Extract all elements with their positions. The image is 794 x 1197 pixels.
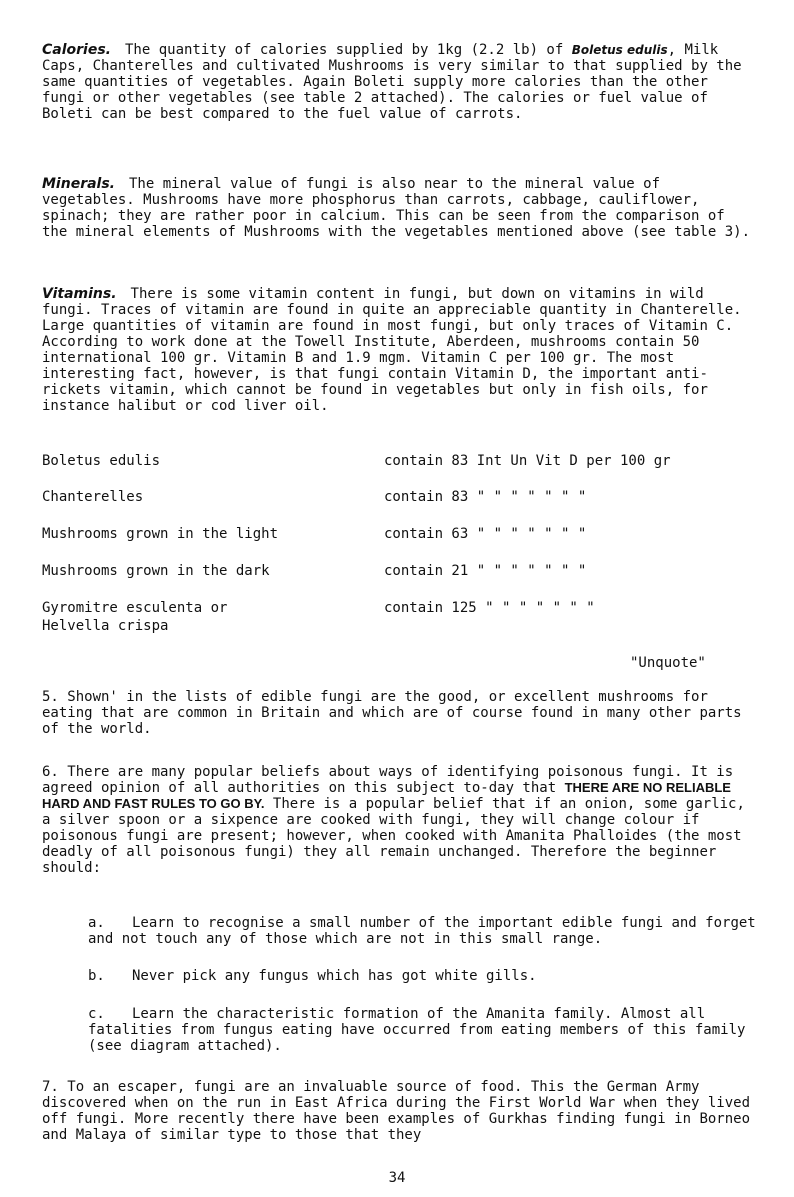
vitamin-row-value: contain 21 " " " " " " "	[384, 563, 587, 579]
sub-item-b	[88, 968, 756, 984]
sub-item-label: b.	[88, 968, 105, 984]
vitamin-row	[42, 453, 756, 471]
vitamins-text: There is some vitamin content in fungi, but down on vitamins in wild fungi. Traces of vitamin are found in quite an appreciable quantity in Chanterelle. Large quantities of vitamin are found in most fungi, but only traces of Vitamin C. According to work done at the Towell Institute, Aberdeen, mushrooms contain 50 international 100 gr. Vitamin B and 1.9 mgm. Vitamin C per 100 gr. The most interesting fact, however, is that fungi contain Vitamin D, the important anti-rickets vitamin, which cannot be found in vegetables but only in fish oils, for instance halibut or cod liver oil.	[42, 286, 742, 414]
paragraph-6	[42, 764, 756, 876]
calories-species: Boletus edulis	[571, 43, 668, 57]
vitamin-row-value: contain 125 " " " " " " "	[384, 600, 595, 616]
vitamin-row-value: contain 83 " " " " " " "	[384, 489, 587, 505]
vitamin-row-name: Chanterelles	[42, 489, 144, 505]
minerals-text: The mineral value of fungi is also near to the mineral value of vegetables. Mushrooms have more phosphorus than carrots, cabbage, cauliflower, spinach; they are rather poor in calcium. This can be seen from the comparison of the mineral elements of Mushrooms with the vegetables mentioned above (see table 3).	[42, 176, 751, 240]
sub-item-label: c.	[88, 1006, 105, 1022]
paragraph-6-text-b: There is a popular belief that if an onion, some garlic, a silver spoon or a sixpence are cooked with fungi, they will change colour if poisonous fungi are present; however, when cooked with Amanita Phalloides (the most deadly of all poisonous fungi) they all remain unchanged. Therefore the beginner should:	[42, 796, 745, 876]
vitamin-row-name-continued: Helvella crispa	[42, 618, 169, 634]
paragraph-5: 5. Shown' in the lists of edible fungi are the good, or excellent mushrooms for eating that are common in Britain and which are of course found in many other parts of the world.	[42, 689, 742, 737]
page-number: 34	[388, 1170, 406, 1186]
vitamin-row	[42, 563, 756, 581]
vitamin-row-name: Mushrooms grown in the light	[42, 526, 279, 542]
sub-item-c	[88, 1006, 756, 1054]
sub-item-label: a.	[88, 915, 105, 931]
paragraph-6-text-a: 6. There are many popular beliefs about ways of identifying poisonous fungi. It is agreed opinion of all authorities on this subject to-day that	[42, 764, 734, 796]
vitamin-row-value: contain 83 Int Un Vit D per 100 gr	[384, 453, 671, 469]
vitamin-row	[42, 600, 756, 636]
vitamin-row-value: contain 63 " " " " " " "	[384, 526, 587, 542]
calories-text-a: The quantity of calories supplied by 1kg (2.2 lb) of	[125, 42, 564, 58]
unquote-marker: "Unquote"	[630, 655, 706, 671]
vitamin-row	[42, 489, 756, 507]
vitamin-row-name: Boletus edulis	[42, 453, 161, 469]
vitamin-row-name: Mushrooms grown in the dark	[42, 563, 270, 579]
sub-item-text: Never pick any fungus which has got white gills.	[132, 968, 537, 984]
sub-item-text: Learn the characteristic formation of the Amanita family. Almost all fatalities from fungus eating have occurred from eating members of this family (see diagram attached).	[88, 1006, 746, 1054]
vitamin-row-name: Gyromitre esculenta or	[42, 600, 228, 616]
sub-item-a	[88, 915, 756, 947]
paragraph-6-emphasis: THERE ARE NO RELIABLE HARD AND FAST RULES TO GO BY.	[42, 780, 731, 811]
vitamin-row	[42, 526, 756, 544]
calories-paragraph	[42, 42, 756, 122]
calories-text-b: , Milk Caps, Chanterelles and cultivated Mushrooms is very similar to that supplied by the same quantities of vegetables. Again Boleti supply more calories than the other fungi or other vegetables (see table 2 attached). The calories or fuel value of Boleti can be best compared to the fuel value of carrots.	[42, 42, 742, 122]
minerals-paragraph	[42, 176, 756, 240]
calories-heading: Calories.	[42, 42, 111, 58]
paragraph-7: 7. To an escaper, fungi are an invaluable source of food. This the German Army discovered when on the run in East Africa during the First World War when they lived off fungi. More recently there have been examples of Gurkhas finding fungi in Borneo and Malaya of similar type to those that they	[42, 1079, 751, 1143]
sub-item-text: Learn to recognise a small number of the important edible fungi and forget and not touch any of those which are not in this small range.	[88, 915, 756, 947]
minerals-heading: Minerals.	[42, 176, 115, 192]
vitamins-paragraph	[42, 286, 756, 414]
vitamins-heading: Vitamins.	[42, 286, 117, 302]
